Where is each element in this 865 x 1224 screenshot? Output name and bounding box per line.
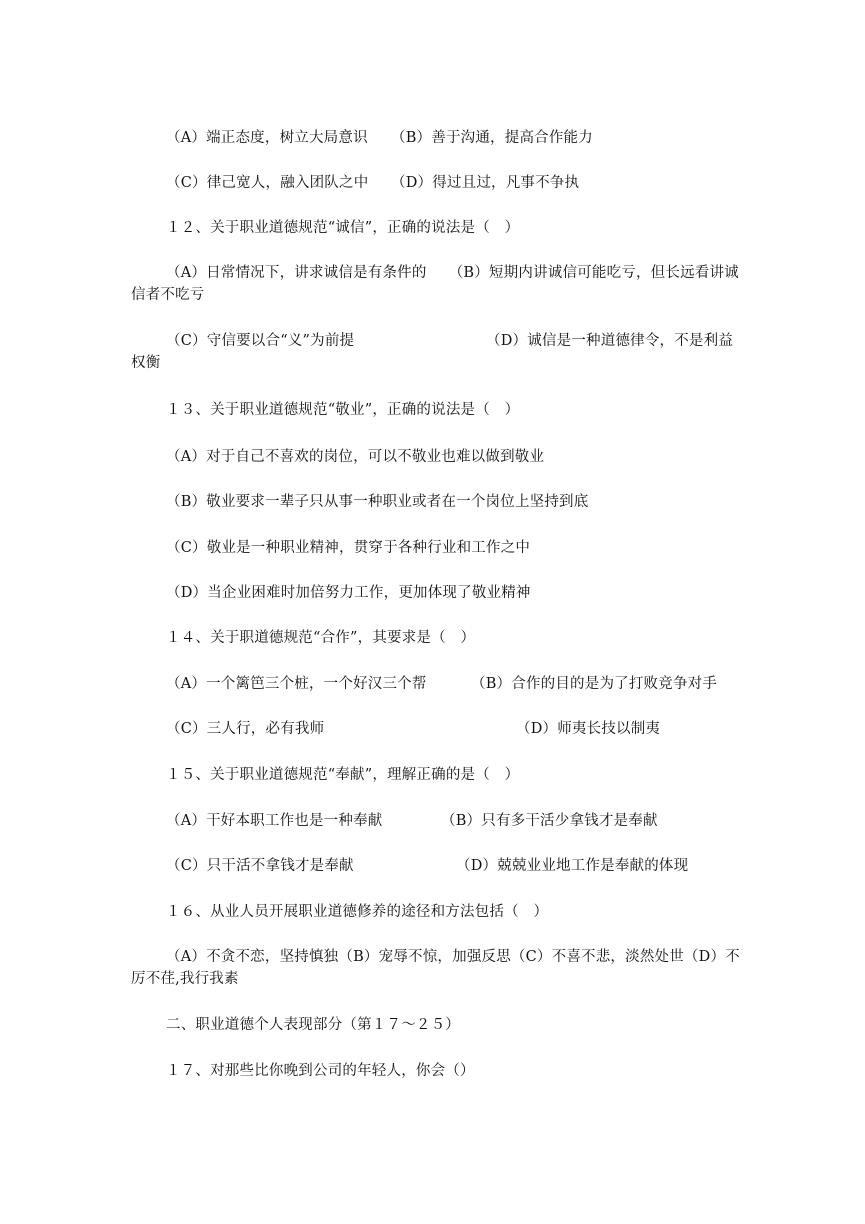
option-b: （B）只有多干活少拿钱才是奉献	[441, 813, 658, 829]
option-d: （D）诚信是一种道德律令，不是利益权衡	[131, 333, 734, 371]
question-15-options-ab	[131, 810, 776, 832]
question-15-stem: １５、关于职业道德规范“奉献”，理解正确的是（ ）	[166, 767, 520, 783]
option-c: （C）律己宽人，融入团队之中	[166, 175, 369, 191]
question-13-option-b: （B）敬业要求一辈子只从事一种职业或者在一个岗位上坚持到底	[166, 494, 589, 510]
question-11-options-cd	[131, 172, 776, 194]
option-a: （A）一个篱笆三个桩，一个好汉三个帮	[166, 676, 427, 692]
question-14-stem: １４、关于职道德规范“合作”，其要求是（ ）	[166, 630, 476, 646]
option-d: （D）得过且过，凡事不争执	[391, 175, 580, 191]
section-two-heading: 二、职业道德个人表现部分（第１７～２５）	[166, 1017, 460, 1033]
question-13-stem: １３、关于职业道德规范“敬业”，正确的说法是（ ）	[166, 402, 520, 418]
option-c: （C）三人行，必有我师	[166, 721, 325, 737]
question-12-options-ab: （A）日常情况下，讲求诚信是有条件的 （B）短期内讲诚信可能吃亏，但长远看讲诚信者不吃亏	[131, 265, 739, 303]
question-12-stem: １２、关于职业道德规范“诚信”，正确的说法是（ ）	[166, 220, 520, 236]
option-b: （B）善于沟通，提高合作能力	[391, 130, 593, 146]
option-a: （A）端正态度，树立大局意识	[166, 130, 368, 146]
question-14-options-cd	[131, 718, 776, 740]
question-11-options-ab	[131, 127, 776, 149]
question-14-options-ab	[131, 673, 776, 695]
option-c: （C）守信要以合“义”为前提	[166, 333, 355, 349]
question-13-option-d: （D）当企业困难时加倍努力工作，更加体现了敬业精神	[166, 585, 531, 601]
question-13-option-c: （C）敬业是一种职业精神，贯穿于各种行业和工作之中	[166, 540, 531, 556]
question-15-options-cd	[131, 855, 776, 877]
option-a: （A）干好本职工作也是一种奉献	[166, 813, 383, 829]
option-b: （B）合作的目的是为了打败竞争对手	[471, 676, 718, 692]
question-16-stem: １６、从业人员开展职业道德修养的途径和方法包括（ ）	[166, 904, 549, 920]
question-13-option-a: （A）对于自己不喜欢的岗位，可以不敬业也难以做到敬业	[166, 449, 545, 465]
option-c: （C）只干活不拿钱才是奉献	[166, 858, 354, 874]
option-d: （D）师夷长技以制夷	[516, 721, 661, 737]
question-16-options: （A）不贪不恋，坚持慎独（B）宠辱不惊，加强反思（C）不喜不悲，淡然处世（D）不厉不荏,我行我素	[131, 949, 740, 987]
question-17-stem: １７、对那些比你晚到公司的年轻人，你会（）	[166, 1063, 475, 1079]
question-12-options-cd	[131, 330, 741, 374]
option-d: （D）兢兢业业地工作是奉献的体现	[456, 858, 689, 874]
